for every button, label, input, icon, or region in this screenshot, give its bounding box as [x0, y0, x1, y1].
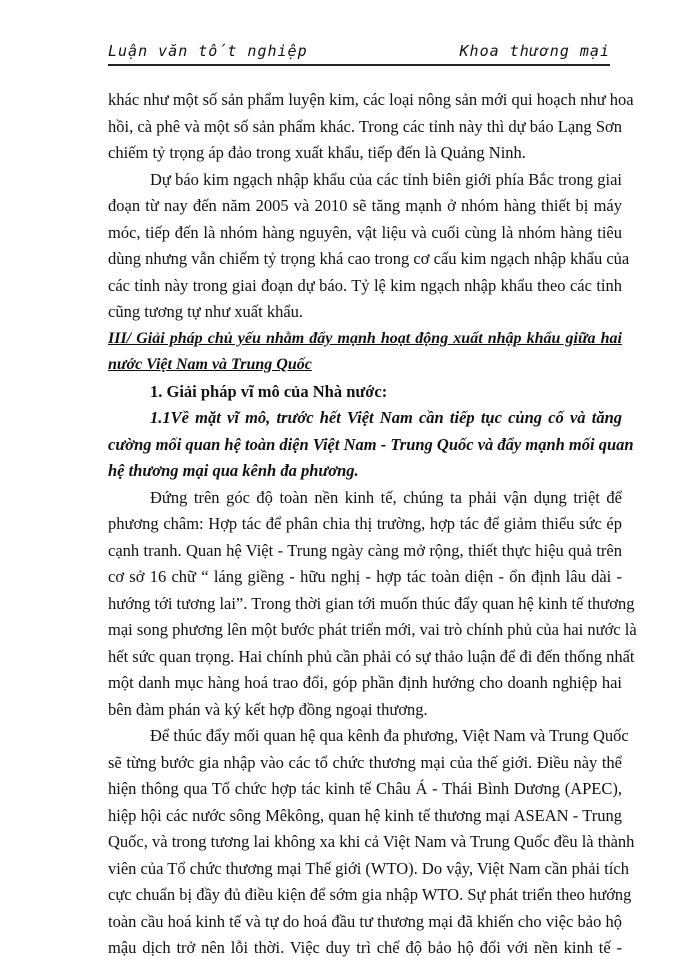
body-line: hết sức quan trọng. Hai chính phủ cần phải có sự thảo luận để đi đến thống nhất: [108, 647, 635, 666]
body-line: mại song phương lên một bước phát triển mới, vai trò chính phủ của hai nước là: [108, 620, 637, 639]
body-line: sẽ từng bước gia nhập vào các tổ chức thương mại của thế giới. Điều này thể: [108, 753, 622, 772]
body-line: chiếm tỷ trọng áp đảo trong xuất khẩu, tiếp đến là Quảng Ninh.: [108, 143, 526, 162]
body-line: Quốc, và trong tương lai không xa khi cả Việt Nam và Trung Quốc đều là thành: [108, 832, 635, 851]
section-heading: nước Việt Nam và Trung Quốc: [108, 356, 312, 373]
body-line: bên đàm phán và ký kết hợp đồng ngoại thương.: [108, 700, 428, 719]
body-line: cạnh tranh. Quan hệ Việt - Trung ngày càng mở rộng, thiết thực hiệu quả trên: [108, 541, 622, 560]
body-line: hiệp hội các nước sông Mêkông, quan hệ kinh tế thương mại ASEAN - Trung: [108, 806, 622, 825]
body-line: viên của Tổ chức thương mại Thế giới (WTO). Do vậy, Việt Nam cần phải tích: [108, 859, 629, 878]
body-line: Đứng trên góc độ toàn nền kinh tế, chúng ta phải vận dụng triệt để: [150, 488, 622, 507]
body-line: cũng tương tự như xuất khẩu.: [108, 302, 304, 321]
subsection-title: hệ thương mại qua kênh đa phương.: [108, 461, 359, 480]
body-line: cực chuẩn bị đầy đủ điều kiện để sớm gia nhập WTO. Sự phát triển theo hướng: [108, 885, 632, 904]
body-line: mậu dịch trở nên lỗi thời. Việc duy trì chế độ bảo hộ đối với nền kinh tế -: [108, 938, 622, 957]
body-line: hiện thông qua Tổ chức hợp tác kinh tế Châu Á - Thái Bình Dương (APEC),: [108, 779, 622, 798]
subsection-title: 1.1Về mặt vĩ mô, trước hết Việt Nam cần tiếp tục củng cố và tăng: [150, 408, 622, 427]
subsection-heading: 1. Giải pháp vĩ mô của Nhà nước:: [150, 382, 388, 401]
body-line: dùng nhưng vẫn chiếm tỷ trọng khá cao trong cơ cấu kim ngạch nhập khẩu của: [108, 249, 630, 268]
page-header: [108, 38, 610, 66]
body-line: phương châm: Hợp tác để phân chia thị trường, hợp tác để giảm thiểu sức ép: [108, 514, 622, 533]
body-line: cơ sở 16 chữ “ láng giềng - hữu nghị - hợp tác toàn diện - ổn định lâu dài -: [108, 567, 622, 586]
header-faculty: Khoa thương mại: [459, 42, 610, 60]
body-line: các tỉnh này trong giai đoạn dự báo. Tỷ lệ kim ngạch nhập khẩu theo các tỉnh: [108, 276, 622, 295]
body-line: toàn cầu hoá kinh tế và tự do hoá đầu tư thương mại đã khiến cho việc bảo hộ: [108, 912, 622, 931]
body-line: đoạn từ nay đến năm 2005 và 2010 sẽ tăng mạnh ở nhóm hàng thiết bị máy: [108, 196, 622, 215]
body-line: móc, tiếp đến là nhóm hàng nguyên, vật liệu và cuối cùng là nhóm hàng tiêu: [108, 223, 622, 242]
body-line: Để thúc đẩy mối quan hệ qua kênh đa phương, Việt Nam và Trung Quốc: [150, 726, 629, 745]
body-line: hướng tới tương lai”. Trong thời gian tới muốn thúc đẩy quan hệ kinh tế thương: [108, 594, 635, 613]
subsection-title: cường mối quan hệ toàn diện Việt Nam - Trung Quốc và đẩy mạnh mối quan: [108, 435, 634, 454]
body-line: hồi, cà phê và một số sản phẩm khác. Trong các tỉnh này thì dự báo Lạng Sơn: [108, 117, 622, 136]
body-line: khác như một số sản phẩm luyện kim, các loại nông sản mới qui hoạch như hoa: [108, 90, 634, 109]
section-heading: III/ Giải pháp chủ yếu nhằm đẩy mạnh hoạt động xuất nhập khẩu giữa hai: [108, 330, 622, 347]
body-line: một danh mục hàng hoá trao đổi, góp phần định hướng cho doanh nghiệp hai: [108, 673, 622, 692]
header-thesis-title: Luận văn tốt nghiệp: [108, 42, 308, 60]
body-line: Dự báo kim ngạch nhập khẩu của các tỉnh biên giới phía Bắc trong giai: [150, 170, 622, 189]
